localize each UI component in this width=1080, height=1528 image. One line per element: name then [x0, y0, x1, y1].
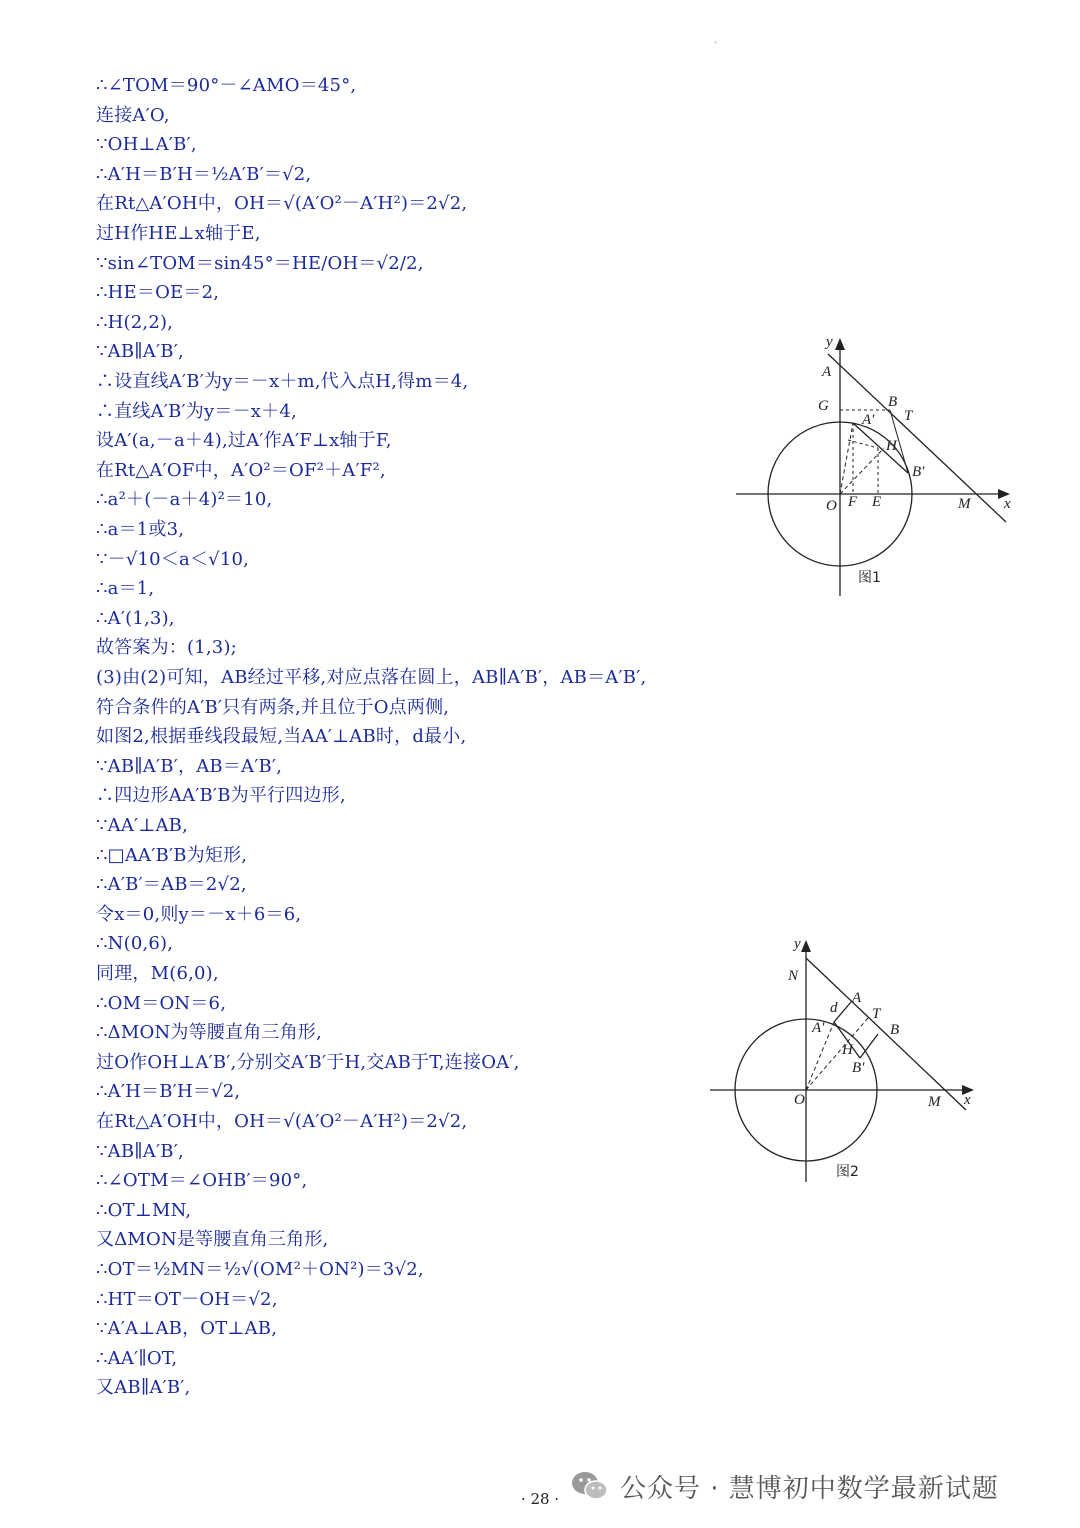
top-mark: ·	[714, 38, 718, 49]
solution-line: ∴a＝1或3,	[96, 519, 185, 540]
figure-2	[706, 930, 982, 1186]
solution-line: ∴HT＝OT－OH＝√2,	[96, 1288, 278, 1310]
solution-line: ∴a＝1,	[96, 578, 155, 600]
fig2-label-y: y	[794, 936, 801, 952]
fig2-caption: 图2	[836, 1164, 859, 1180]
fig2-label-n: N	[788, 968, 799, 984]
solution-line: ∵AA′⊥AB,	[96, 815, 189, 836]
solution-line: ∴A′H＝B′H＝√2,	[96, 1081, 241, 1103]
solution-line: ∴AA′∥OT,	[96, 1347, 178, 1369]
solution-line: ∴A′B′＝AB＝2√2,	[96, 874, 247, 896]
wechat-icon	[570, 1469, 610, 1503]
fig2-label-x: x	[964, 1092, 971, 1108]
solution-line: 又ΔMON是等腰直角三角形,	[96, 1229, 329, 1251]
fig1-label-m: M	[958, 496, 971, 512]
fig1-label-f: F	[848, 494, 858, 510]
fig1-label-o: O	[826, 498, 837, 514]
page-number: · 28 ·	[520, 1490, 560, 1508]
solution-line: 故答案为：(1,3);	[96, 637, 237, 659]
solution-line: ∴∠TOM＝90°－∠AMO＝45°,	[96, 75, 357, 96]
fig1-label-t: T	[904, 408, 913, 424]
solution-line: ∴HE＝OE＝2,	[96, 282, 220, 304]
fig2-label-a: A	[852, 990, 862, 1006]
solution-line: 在Rt△A′OF中，A′O²＝OF²＋A′F²,	[96, 459, 386, 481]
fig1-label-b: B	[888, 394, 898, 410]
solution-line: 设A′(a,－a＋4),过A′作A′F⊥x轴于F,	[96, 430, 392, 452]
solution-line: ∵A′A⊥AB，OT⊥AB,	[96, 1318, 278, 1340]
solution-line: ∴OM＝ON＝6,	[96, 992, 227, 1014]
solution-line: 连接A′O,	[96, 104, 170, 126]
fig1-label-g: G	[818, 398, 829, 414]
solution-line: ∴□AA′B′B为矩形,	[96, 844, 248, 866]
fig1-label-y: y	[826, 334, 833, 350]
fig1-label-x: x	[1004, 496, 1011, 512]
solution-line: 又AB∥A′B′,	[96, 1377, 191, 1399]
solution-line: 过O作OH⊥A′B′,分别交A′B′于H,交AB于T,连接OA′,	[96, 1051, 520, 1073]
fig2-label-m: M	[928, 1094, 941, 1110]
watermark-text: 公众号 · 慧博初中数学最新试题	[620, 1473, 999, 1504]
solution-line: 同理，M(6,0),	[96, 963, 219, 984]
fig2-label-b: B	[890, 1022, 900, 1038]
solution-line: 在Rt△A′OH中，OH＝√(A′O²－A′H²)＝2√2,	[96, 1111, 468, 1132]
solution-line: ∵AB∥A′B′,	[96, 1140, 184, 1162]
solution-line: ∴设直线A′B′为y＝－x＋m,代入点H,得m＝4,	[96, 371, 469, 392]
solution-line: 过H作HE⊥x轴于E,	[96, 223, 261, 244]
solution-line: 符合条件的A′B′只有两条,并且位于O点两侧,	[96, 696, 450, 718]
fig1-label-a-prime: A′	[862, 412, 875, 428]
solution-line: ∴直线A′B′为y＝－x＋4,	[96, 400, 297, 422]
solution-line: 在Rt△A′OH中，OH＝√(A′O²－A′H²)＝2√2,	[96, 193, 468, 215]
fig1-label-b-prime: B′	[912, 464, 925, 480]
solution-line: ∴OT⊥MN,	[96, 1199, 192, 1221]
fig2-label-h: H	[842, 1042, 853, 1058]
solution-line: 如图2,根据垂线段最短,当AA′⊥AB时，d最小,	[96, 726, 467, 748]
solution-line: ∴四边形AA′B′B为平行四边形,	[96, 785, 346, 807]
fig2-label-t: T	[872, 1006, 881, 1022]
solution-line: ∴N(0,6),	[96, 933, 174, 955]
fig2-label-d: d	[830, 1000, 838, 1016]
fig1-label-a: A	[822, 364, 832, 380]
solution-line: ∵－√10＜a＜√10,	[96, 548, 250, 570]
solution-line: (3)由(2)可知，AB经过平移,对应点落在圆上，AB∥A′B′，AB＝A′B′,	[96, 667, 647, 688]
fig2-label-o: O	[794, 1092, 805, 1108]
solution-line: ∴A′(1,3),	[96, 607, 175, 629]
solution-line: ∴ΔMON为等腰直角三角形,	[96, 1022, 322, 1044]
fig1-label-e: E	[872, 494, 882, 510]
solution-line: ∵AB∥A′B′,	[96, 341, 184, 363]
solution-line: 令x＝0,则y＝－x＋6＝6,	[96, 903, 302, 925]
solution-line: ∵OH⊥A′B′,	[96, 134, 197, 156]
solution-line: ∴∠OTM＝∠OHB′＝90°,	[96, 1170, 308, 1192]
fig2-label-b-prime: B′	[852, 1060, 865, 1076]
solution-line: ∴H(2,2),	[96, 311, 174, 333]
fig1-caption: 图1	[858, 570, 881, 586]
solution-line: ∵AB∥A′B′，AB＝A′B′,	[96, 755, 283, 777]
solution-line: ∴a²＋(－a＋4)²＝10,	[96, 489, 273, 511]
fig2-label-a-prime: A′	[812, 1020, 825, 1036]
solution-line: ∴A′H＝B′H＝½A′B′＝√2,	[96, 163, 312, 185]
solution-line: ∵sin∠TOM＝sin45°＝HE/OH＝√2/2,	[96, 252, 424, 274]
figure-1	[728, 328, 1018, 600]
fig1-label-h: H	[886, 438, 897, 454]
solution-line: ∴OT＝½MN＝½√(OM²＋ON²)＝3√2,	[96, 1259, 424, 1280]
watermark	[570, 1466, 999, 1506]
